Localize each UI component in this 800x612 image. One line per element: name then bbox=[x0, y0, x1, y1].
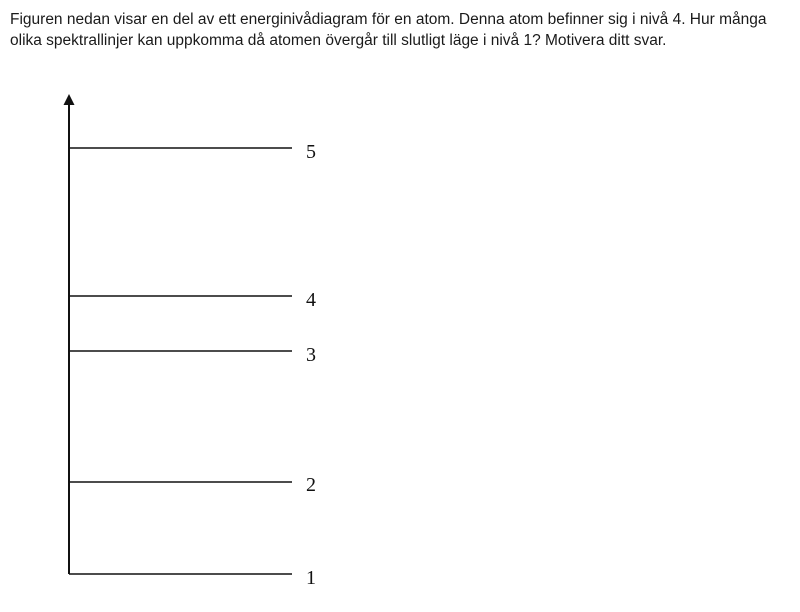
level-label-5: 5 bbox=[306, 141, 316, 163]
level-label-3: 3 bbox=[306, 344, 316, 366]
energy-axis-arrow-icon bbox=[64, 94, 75, 105]
level-label-4: 4 bbox=[306, 289, 316, 311]
level-label-1: 1 bbox=[306, 567, 316, 589]
level-label-2: 2 bbox=[306, 474, 316, 496]
question-text: Figuren nedan visar en del av ett energinivådiagram för en atom. Denna atom befinner sig i nivå 4. Hur många olika spektrallinjer kan uppkomma då atomen övergår till slutligt läge i nivå 1? Motivera ditt svar. bbox=[10, 11, 767, 49]
